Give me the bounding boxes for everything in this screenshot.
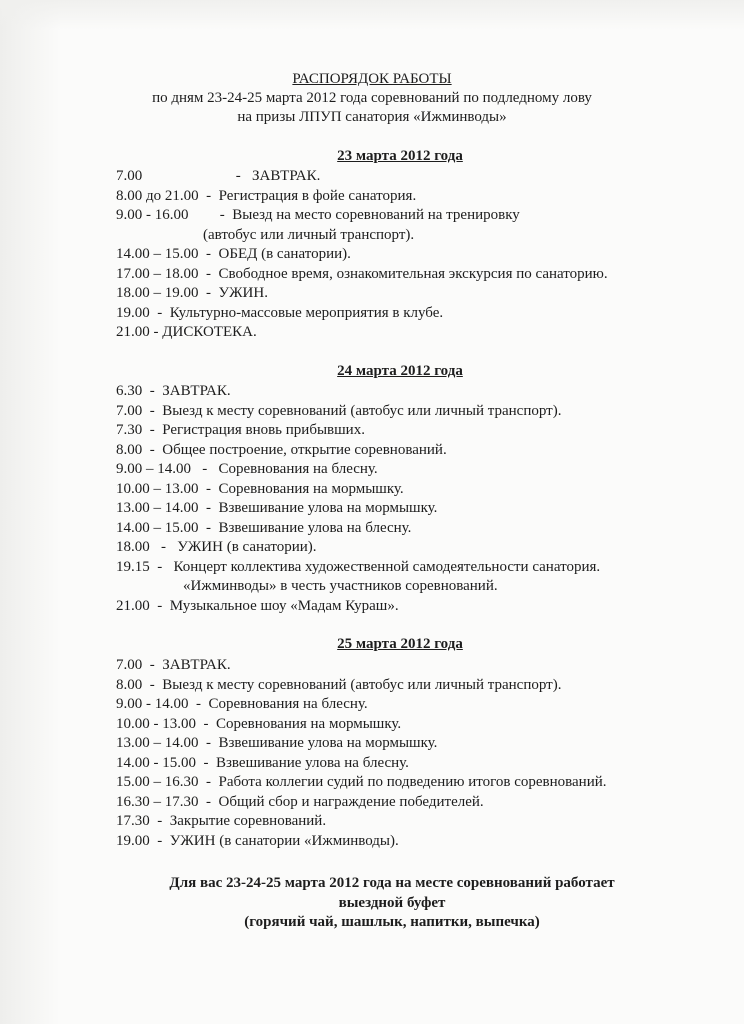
row-time: 21.00 [116,597,150,614]
row-time: 17.00 – 18.00 [116,265,199,282]
row-time: 14.00 – 15.00 [116,519,199,536]
row-separator: - [196,696,201,712]
schedule-row [116,245,608,265]
row-separator: - [203,754,209,771]
schedule-day-3 [116,656,607,851]
row-time: 9.00 - 14.00 [116,696,189,712]
schedule-row [116,773,607,793]
row-separator: - [206,265,211,282]
schedule-row [116,460,600,480]
row-time: 13.00 – 14.00 [116,500,199,516]
footer-line-1: Для вас 23-24-25 марта 2012 года на месте соревнований работает [169,875,615,891]
row-text: Свободное время, ознакомительная экскурсия по санаторию. [218,265,608,282]
row-text: Соревнования на мормышку. [216,715,402,732]
row-separator: - [206,500,211,516]
row-text: Общий сбор и награждение победителей. [218,793,484,810]
row-separator: - [149,676,155,693]
footer-line-2: выездной буфет [338,895,446,911]
schedule-row [116,480,600,500]
row-text: Закрытие соревнований. [169,813,327,829]
row-separator: - [206,480,211,497]
schedule-row [116,597,600,617]
row-time: 13.00 – 14.00 [116,735,199,751]
row-text: УЖИН (в санатории «Ижминводы). [169,832,399,849]
row-time: 14.00 – 15.00 [116,246,199,262]
row-text: Работа коллегии судий по подведению итогов соревнований. [218,774,607,790]
document-subtitle-line2: на призы ЛПУП санатория «Ижминводы» [237,109,507,125]
row-separator: - [149,383,155,399]
footer-line-3: (горячий чай, шашлык, напитки, выпечка) [244,914,540,930]
row-time: 9.00 - 16.00 [116,207,189,223]
schedule-row [116,812,607,832]
row-separator: - [157,832,163,849]
row-time: 8.00 до 21.00 [116,187,199,204]
schedule-row [116,206,608,226]
document-subtitle-line1: по дням 23-24-25 марта 2012 года соревнований по подледному лову [152,90,592,106]
schedule-row [116,538,600,558]
row-separator: - [157,597,163,614]
row-separator: - [149,402,155,419]
row-time: 16.30 – 17.30 [116,793,199,810]
row-time: 7.30 [116,422,143,438]
row-separator: - [149,657,155,673]
schedule-row-continuation [116,577,600,597]
row-time: 15.00 – 16.30 [116,774,199,790]
row-text: Регистрация вновь прибывших. [162,422,365,438]
row-time: 21.00 [116,324,150,340]
schedule-row [116,676,607,696]
schedule-row [116,656,607,676]
row-text: Концерт коллектива художественной самодеятельности санатория. [173,558,601,575]
row-time: 18.00 – 19.00 [116,285,199,301]
schedule-row-continuation [116,226,608,246]
row-separator: - [203,715,209,732]
schedule-row [116,558,600,578]
row-separator: - [206,519,211,536]
row-text: Общее построение, открытие соревнований. [162,441,447,458]
schedule-row [116,715,607,735]
schedule-row [116,734,607,754]
day-heading-2: 24 марта 2012 года [337,363,463,379]
row-separator: - [157,304,163,321]
row-separator: - [206,246,211,262]
row-text: Взвешивание улова на блесну. [218,519,412,536]
schedule-row [116,695,607,715]
row-time: 14.00 - 15.00 [116,754,196,771]
row-time: 18.00 [116,539,150,555]
row-text: Выезд к месту соревнований (автобус или личный транспорт). [162,676,562,693]
row-time: 6.30 [116,383,143,399]
row-separator: - [161,539,166,555]
schedule-row [116,284,608,304]
row-text: УЖИН (в санатории). [177,539,317,555]
row-time: 10.00 - 13.00 [116,715,196,732]
row-text: ЗАВТРАК. [162,657,231,673]
row-separator: - [157,558,163,575]
row-separator: - [206,285,211,301]
schedule-row [116,304,608,324]
row-time: 9.00 – 14.00 [116,461,191,477]
row-separator: - [157,813,163,829]
row-text: Культурно-массовые мероприятия в клубе. [169,304,444,321]
row-separator: - [206,793,211,810]
schedule-row [116,323,608,343]
schedule-row [116,402,600,422]
row-time: 7.00 [116,168,143,184]
row-separator: - [206,774,211,790]
row-time: 19.00 [116,304,150,321]
document-title: РАСПОРЯДОК РАБОТЫ [292,71,452,87]
row-time: 8.00 [116,676,143,693]
row-text: УЖИН. [218,285,268,301]
schedule-row [116,421,600,441]
row-time: 10.00 – 13.00 [116,480,199,497]
row-text: Выезд к месту соревнований (автобус или личный транспорт). [162,402,562,419]
row-text: Взвешивание улова на блесну. [216,754,409,771]
row-text: Взвешивание улова на мормышку. [218,735,438,751]
row-separator: - [149,441,155,458]
row-text: Соревнования на блесну. [218,461,378,477]
schedule-day-1 [116,167,608,343]
row-separator: - [235,168,241,184]
row-text: Соревнования на блесну. [208,696,368,712]
row-separator: - [149,422,155,438]
row-separator: - [206,735,211,751]
row-time: 7.00 [116,402,143,419]
schedule-day-2 [116,382,600,616]
row-text: ЗАВТРАК. [162,383,231,399]
row-text: Соревнования на мормышку. [218,480,404,497]
row-text: ДИСКОТЕКА. [162,324,257,340]
day-heading-3: 25 марта 2012 года [337,636,463,652]
row-text: Музыкальное шоу «Мадам Кураш». [169,597,399,614]
day-heading-1: 23 марта 2012 года [337,148,463,164]
row-time: 19.15 [116,558,150,575]
schedule-row [116,519,600,539]
row-text: Взвешивание улова на мормышку. [218,500,438,516]
row-text: Регистрация в фойе санатория. [218,187,417,204]
scan-shadow-top [0,0,744,30]
row-time: 8.00 [116,441,143,458]
schedule-row [116,441,600,461]
schedule-row [116,832,607,852]
schedule-row [116,382,600,402]
row-time: 19.00 [116,832,150,849]
schedule-row [116,265,608,285]
schedule-row [116,187,608,207]
row-separator: - [153,324,159,340]
schedule-row [116,167,608,187]
row-separator: - [202,461,208,477]
row-text: (автобус или личный транспорт). [203,226,415,243]
row-text: Выезд на место соревнований на тренировку [232,207,520,223]
row-text: ЗАВТРАК. [252,168,321,184]
row-time: 17.30 [116,813,150,829]
schedule-row [116,499,600,519]
row-text: «Ижминводы» в честь участников соревнований. [183,578,498,594]
schedule-row [116,793,607,813]
row-separator: - [206,187,212,204]
row-separator: - [219,207,225,223]
row-text: ОБЕД (в санатории). [218,246,351,262]
row-time: 7.00 [116,657,143,673]
schedule-row [116,754,607,774]
